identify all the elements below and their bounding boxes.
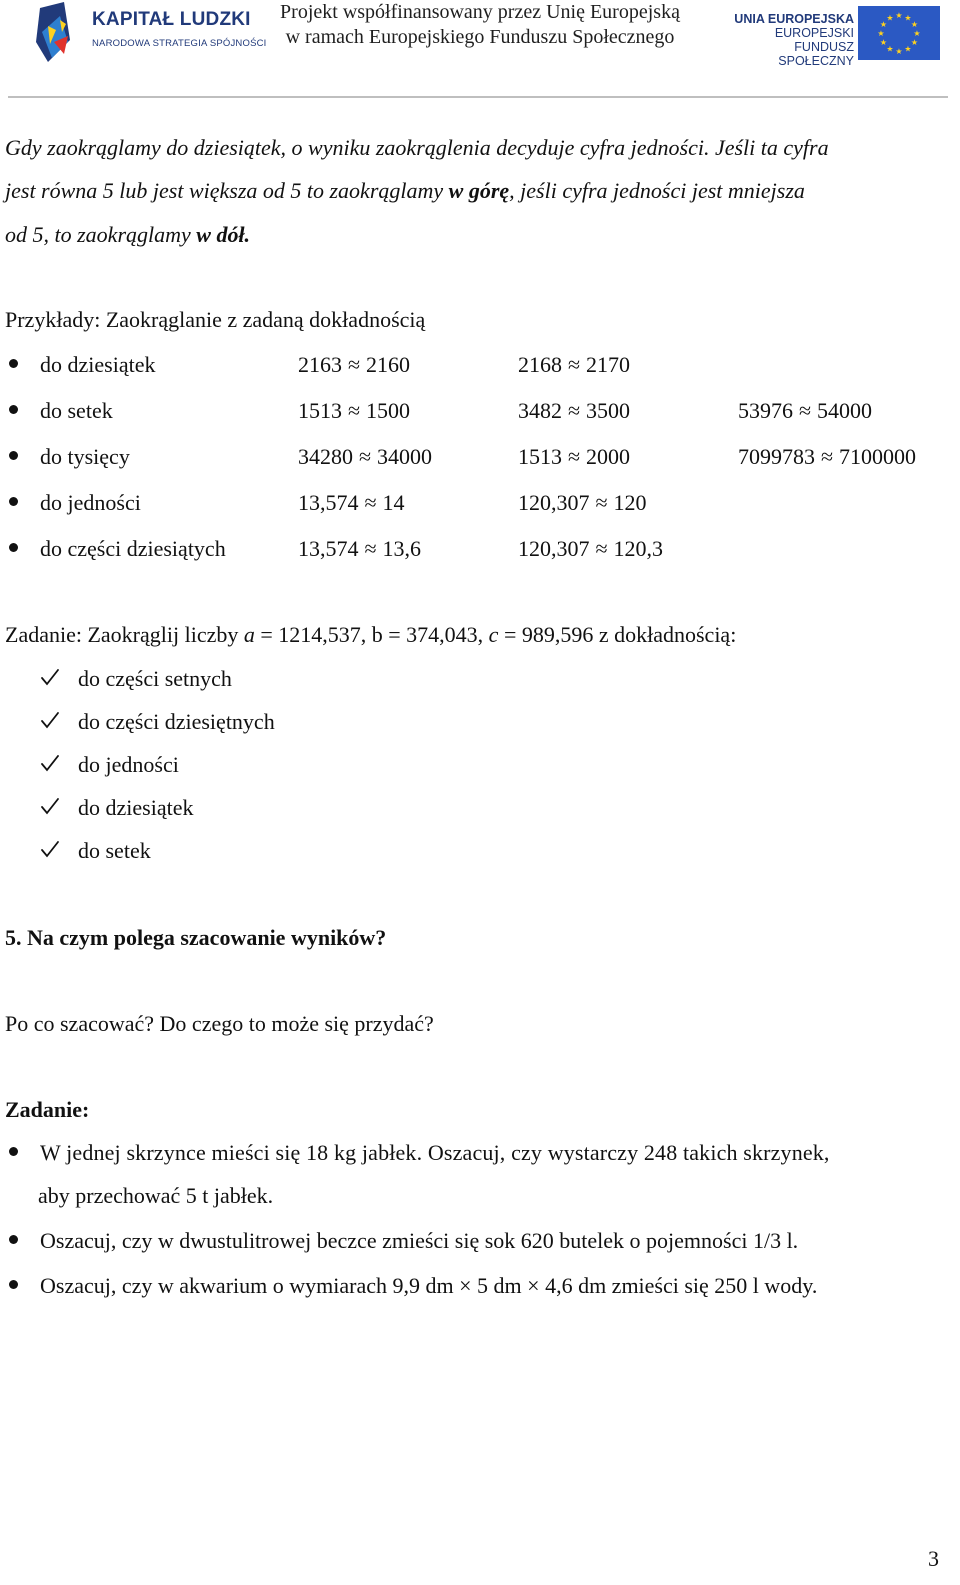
example-pair xyxy=(518,398,630,424)
bullet xyxy=(9,497,18,506)
bullet xyxy=(9,1235,18,1244)
example-pair xyxy=(518,536,663,562)
times-sign: × xyxy=(459,1273,472,1298)
example-pair xyxy=(518,444,630,470)
rounded-number: 1500 xyxy=(366,398,410,423)
original-number: 3482 xyxy=(518,398,562,423)
checkmark-icon xyxy=(40,839,60,859)
checklist-item: do dziesiątek xyxy=(78,795,194,820)
examples-heading: Przykłady: Zaokrąglanie z zadaną dokładnością xyxy=(5,307,426,332)
svg-text:★: ★ xyxy=(910,38,919,47)
header-divider xyxy=(8,96,948,98)
section-5-title: 5. Na czym polega szacowanie wyników? xyxy=(5,925,387,950)
rounded-number: 7100000 xyxy=(839,444,916,469)
logo-title: KAPITAŁ LUDZKI xyxy=(92,9,251,30)
rounded-number: 2170 xyxy=(586,352,630,377)
task1-eq-c: = 989,596 z dokładnością: xyxy=(498,622,737,647)
example-pair xyxy=(298,352,410,378)
rounded-number: 14 xyxy=(382,490,405,515)
original-number: 1513 xyxy=(518,444,562,469)
approx-sign: ≈ xyxy=(567,398,581,423)
bullet xyxy=(9,1147,18,1156)
estimate-task-3-part1: Oszacuj, czy w akwarium o wymiarach 9,9 dm xyxy=(40,1273,454,1298)
approx-sign: ≈ xyxy=(595,536,608,561)
example-pair xyxy=(518,490,647,516)
original-number: 1513 xyxy=(298,398,342,423)
original-number: 120,307 xyxy=(518,536,590,561)
original-number: 7099783 xyxy=(738,444,815,469)
original-number: 2163 xyxy=(298,352,342,377)
intro-line-2-text: jest równa 5 lub jest większa od 5 to zaokrąglamy xyxy=(5,178,449,203)
svg-text:★: ★ xyxy=(895,11,903,20)
approx-sign: ≈ xyxy=(358,444,372,469)
svg-text:★: ★ xyxy=(886,13,894,23)
rounded-number: 2160 xyxy=(366,352,410,377)
original-number: 2168 xyxy=(518,352,562,377)
checklist-item: do części dziesiętnych xyxy=(78,709,275,734)
rounded-number: 13,6 xyxy=(382,536,421,561)
approx-sign: ≈ xyxy=(820,444,834,469)
example-pair xyxy=(298,536,421,562)
approx-sign: ≈ xyxy=(347,352,361,377)
svg-text:★: ★ xyxy=(913,29,921,38)
project-funding-note xyxy=(250,0,710,50)
eu-line3: FUNDUSZ SPOŁECZNY xyxy=(778,40,854,68)
example-pair xyxy=(738,398,872,424)
checklist-item: do setek xyxy=(78,838,151,863)
var-c: c xyxy=(488,622,499,647)
approx-sign: ≈ xyxy=(798,398,812,423)
checkmark-icon xyxy=(40,710,60,730)
intro-line-2 xyxy=(5,178,805,204)
bullet xyxy=(9,405,18,414)
times-sign: × xyxy=(527,1273,540,1298)
estimate-task-2: Oszacuj, czy w dwustulitrowej beczce zmieści się sok 620 butelek o pojemności 1/3 l. xyxy=(40,1228,799,1253)
svg-text:★: ★ xyxy=(910,20,919,29)
section-5-question: Po co szacować? Do czego to może się przydać? xyxy=(5,1011,434,1036)
var-a: a xyxy=(243,622,255,647)
svg-text:★: ★ xyxy=(895,47,903,56)
svg-text:★: ★ xyxy=(877,29,885,38)
rounded-number: 120 xyxy=(613,490,647,515)
w-gore-emphasis: w górę xyxy=(448,178,510,203)
example-pair xyxy=(518,352,630,378)
example-label: do setek xyxy=(40,398,113,423)
approx-sign: ≈ xyxy=(567,352,581,377)
section-5-task-heading: Zadanie: xyxy=(5,1097,90,1122)
example-pair xyxy=(298,398,410,424)
estimate-task-1: W jednej skrzynce mieści się 18 kg jabłek. Oszacuj, czy wystarczy 248 takich skrzynek, xyxy=(40,1140,830,1165)
rounded-number: 120,3 xyxy=(613,536,663,561)
estimate-task-3-part3: 4,6 dm zmieści się 250 l wody. xyxy=(545,1273,818,1298)
task1-prefix: Zadanie: Zaokrąglij liczby xyxy=(5,622,244,647)
eu-logo-text xyxy=(722,12,854,68)
bullet xyxy=(9,1280,18,1289)
checklist-item: do jedności xyxy=(78,752,179,777)
intro-line-3-text: od 5, to zaokrąglamy xyxy=(5,222,197,247)
checkmark-icon xyxy=(40,753,60,773)
task1-eq-a: = 1214,537, b = 374,043, xyxy=(254,622,489,647)
rounded-number: 54000 xyxy=(817,398,872,423)
svg-text:★: ★ xyxy=(904,13,912,23)
bullet xyxy=(9,359,18,368)
project-funding-line1: Projekt współfinansowany przez Unię Europejską xyxy=(280,1,680,23)
eu-line2: EUROPEJSKI xyxy=(774,26,854,40)
approx-sign: ≈ xyxy=(595,490,608,515)
eu-flag-icon xyxy=(858,6,940,60)
svg-text:★: ★ xyxy=(904,44,912,54)
project-funding-line2: w ramach Europejskiego Funduszu Społecznego xyxy=(285,26,675,48)
approx-sign: ≈ xyxy=(364,536,377,561)
estimate-task-3 xyxy=(40,1273,817,1299)
intro-line-1: Gdy zaokrąglamy do dziesiątek, o wyniku zaokrąglenia decyduje cyfra jedności. Jeśli ta cyfra xyxy=(5,135,829,160)
approx-sign: ≈ xyxy=(567,444,581,469)
svg-text:★: ★ xyxy=(886,44,894,54)
eu-line1: UNIA EUROPEJSKA xyxy=(734,12,854,26)
original-number: 120,307 xyxy=(518,490,590,515)
checklist-item: do części setnych xyxy=(78,666,232,691)
intro-line-3 xyxy=(5,222,250,248)
svg-text:★: ★ xyxy=(879,38,888,47)
checkmark-icon xyxy=(40,796,60,816)
bullet xyxy=(9,543,18,552)
example-label: do tysięcy xyxy=(40,444,130,469)
svg-text:★: ★ xyxy=(879,20,888,29)
example-label: do jedności xyxy=(40,490,141,515)
task1-prompt xyxy=(5,622,736,648)
intro-line-2-rest: , jeśli cyfra jedności jest mniejsza xyxy=(509,178,805,203)
original-number: 53976 xyxy=(738,398,793,423)
example-pair xyxy=(738,444,916,470)
bullet xyxy=(9,451,18,460)
approx-sign: ≈ xyxy=(347,398,361,423)
example-label: do części dziesiątych xyxy=(40,536,226,561)
rounded-number: 2000 xyxy=(586,444,630,469)
estimate-task-3-part2: 5 dm xyxy=(477,1273,522,1298)
example-pair xyxy=(298,444,432,470)
rounded-number: 34000 xyxy=(377,444,432,469)
approx-sign: ≈ xyxy=(364,490,377,515)
original-number: 13,574 xyxy=(298,490,359,515)
example-label: do dziesiątek xyxy=(40,352,156,377)
estimate-task-1-cont: aby przechować 5 t jabłek. xyxy=(38,1183,274,1208)
rounded-number: 3500 xyxy=(586,398,630,423)
original-number: 13,574 xyxy=(298,536,359,561)
page-number: 3 xyxy=(928,1546,939,1571)
checkmark-icon xyxy=(40,667,60,687)
w-dol-emphasis: w dół. xyxy=(196,222,251,247)
logo-subtitle: NARODOWA STRATEGIA SPÓJNOŚCI xyxy=(92,38,267,49)
original-number: 34280 xyxy=(298,444,353,469)
example-pair xyxy=(298,490,405,516)
